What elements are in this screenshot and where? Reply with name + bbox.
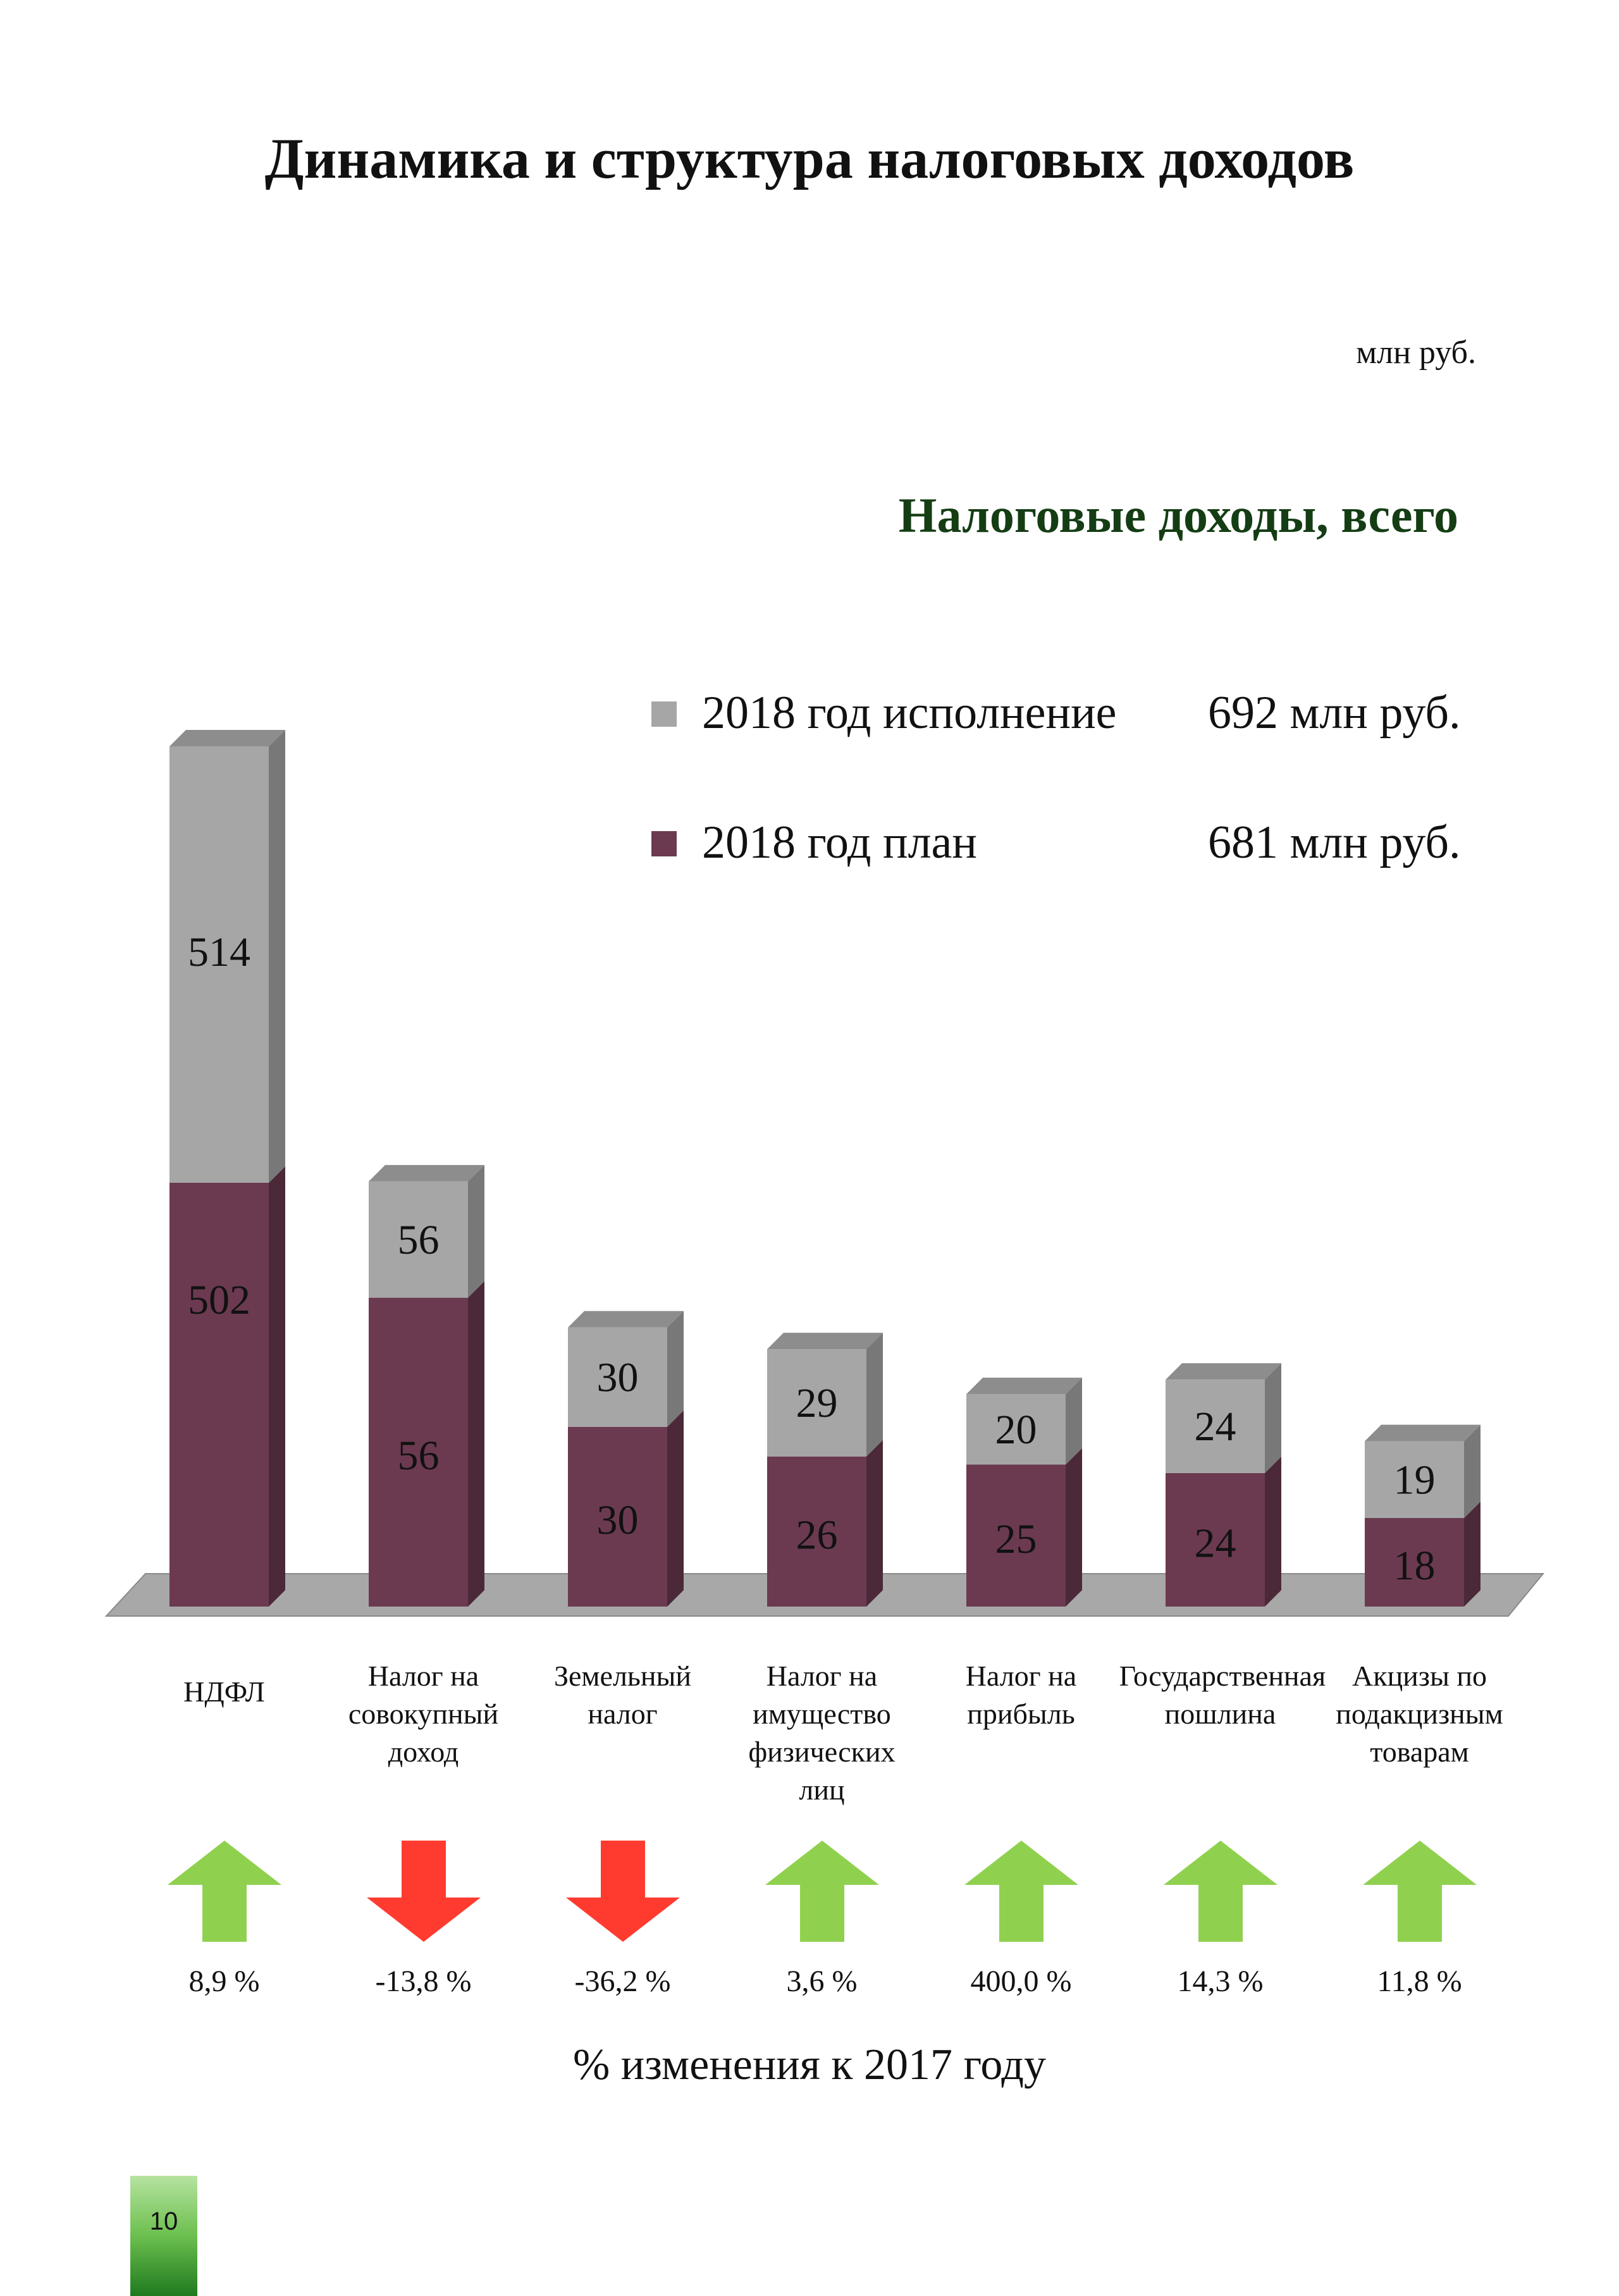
bar-plan-side-1 (468, 1281, 484, 1607)
legend-total-execution: 692 млн руб. (1208, 687, 1461, 739)
bar-top-5 (1166, 1363, 1281, 1379)
bar-exec-side-3 (866, 1333, 883, 1457)
change-percent-1: -13,8 % (375, 1965, 472, 1998)
category-label-2 (522, 1657, 724, 1733)
arrow-down-icon (367, 1841, 481, 1942)
data-label-exec-6: 19 (1393, 1457, 1436, 1503)
page-number-tab (130, 2176, 197, 2296)
category-label-0 (123, 1673, 326, 1711)
change-percent-4: 400,0 % (970, 1965, 1072, 1998)
data-label-plan-0: 502 (188, 1277, 250, 1323)
data-label-exec-2: 30 (596, 1354, 639, 1401)
data-label-plan-6: 18 (1393, 1543, 1436, 1589)
chart-subtitle: Налоговые доходы, всего (898, 488, 1458, 543)
arrow-down-icon (566, 1841, 680, 1942)
category-label-line: налог (588, 1698, 658, 1730)
change-percent-0: 8,9 % (188, 1965, 260, 1998)
bar-plan-side-5 (1265, 1457, 1281, 1607)
category-label-line: Налог на (367, 1660, 479, 1692)
unit-label: млн руб. (1356, 335, 1476, 371)
bar-top-0 (169, 730, 285, 746)
data-label-exec-1: 56 (397, 1216, 440, 1263)
data-label-plan-5: 24 (1194, 1520, 1236, 1567)
category-label-line: физических (748, 1736, 896, 1768)
bar-top-1 (369, 1165, 484, 1182)
category-label-4 (920, 1657, 1123, 1733)
category-label-line: пошлина (1164, 1698, 1276, 1730)
bar-plan-side-3 (866, 1440, 883, 1607)
change-caption: % изменения к 2017 году (572, 2040, 1047, 2089)
data-label-exec-3: 29 (796, 1379, 838, 1426)
legend-label-plan: 2018 год план (702, 817, 978, 868)
category-label-line: товарам (1370, 1736, 1469, 1768)
data-label-plan-1: 56 (397, 1432, 440, 1479)
category-label-line: Налог на (965, 1660, 1077, 1692)
bar-plan-side-0 (269, 1166, 285, 1607)
category-label-line: НДФЛ (183, 1676, 265, 1708)
data-label-plan-4: 25 (995, 1515, 1037, 1562)
arrow-up-icon (964, 1841, 1078, 1942)
category-label-6 (1319, 1657, 1521, 1771)
bar-exec-side-0 (269, 730, 285, 1183)
category-label-line: прибыль (967, 1698, 1075, 1730)
page-number: 10 (149, 2207, 178, 2235)
bar-exec-side-5 (1265, 1363, 1281, 1473)
arrow-up-icon (168, 1841, 281, 1942)
data-label-plan-3: 26 (796, 1512, 838, 1558)
category-label-line: лиц (799, 1774, 845, 1806)
category-label-line: Государственная (1119, 1660, 1326, 1692)
category-label-1 (323, 1657, 525, 1771)
bar-exec-side-6 (1464, 1425, 1480, 1518)
data-label-exec-4: 20 (995, 1406, 1037, 1453)
bar-exec-side-2 (667, 1311, 684, 1427)
bar-plan-side-6 (1464, 1502, 1480, 1607)
bar-top-4 (966, 1378, 1082, 1394)
change-percent-2: -36,2 % (574, 1965, 671, 1998)
bar-top-3 (767, 1333, 883, 1349)
arrow-up-icon (1363, 1841, 1477, 1942)
category-label-line: подакцизным (1336, 1698, 1503, 1730)
change-percent-6: 11,8 % (1377, 1965, 1462, 1998)
category-label-3 (721, 1657, 923, 1809)
bar-plan-side-2 (667, 1410, 684, 1607)
data-label-exec-0: 514 (188, 929, 250, 975)
change-percent-3: 3,6 % (786, 1965, 858, 1998)
bar-plan-side-4 (1066, 1448, 1082, 1607)
change-percent-5: 14,3 % (1177, 1965, 1264, 1998)
page-title: Динамика и структура налоговых доходов (264, 128, 1355, 190)
category-label-line: доход (388, 1736, 459, 1768)
category-label-line: Акцизы по (1352, 1660, 1487, 1692)
arrow-up-icon (765, 1841, 879, 1942)
data-label-exec-5: 24 (1194, 1404, 1236, 1450)
category-label-line: Земельный (553, 1660, 692, 1692)
data-label-plan-2: 30 (596, 1497, 639, 1543)
category-label-line: Налог на (766, 1660, 878, 1692)
legend-total-plan: 681 млн руб. (1208, 817, 1461, 868)
arrow-up-icon (1164, 1841, 1277, 1942)
bar-top-2 (568, 1311, 684, 1328)
legend-label-execution: 2018 год исполнение (702, 687, 1117, 739)
category-label-line: совокупный (348, 1698, 499, 1730)
bar-plan-0 (169, 1183, 269, 1607)
category-label-line: имущество (753, 1698, 891, 1730)
category-label-5 (1119, 1657, 1326, 1733)
bar-top-6 (1365, 1425, 1480, 1441)
bar-exec-side-1 (468, 1165, 484, 1298)
